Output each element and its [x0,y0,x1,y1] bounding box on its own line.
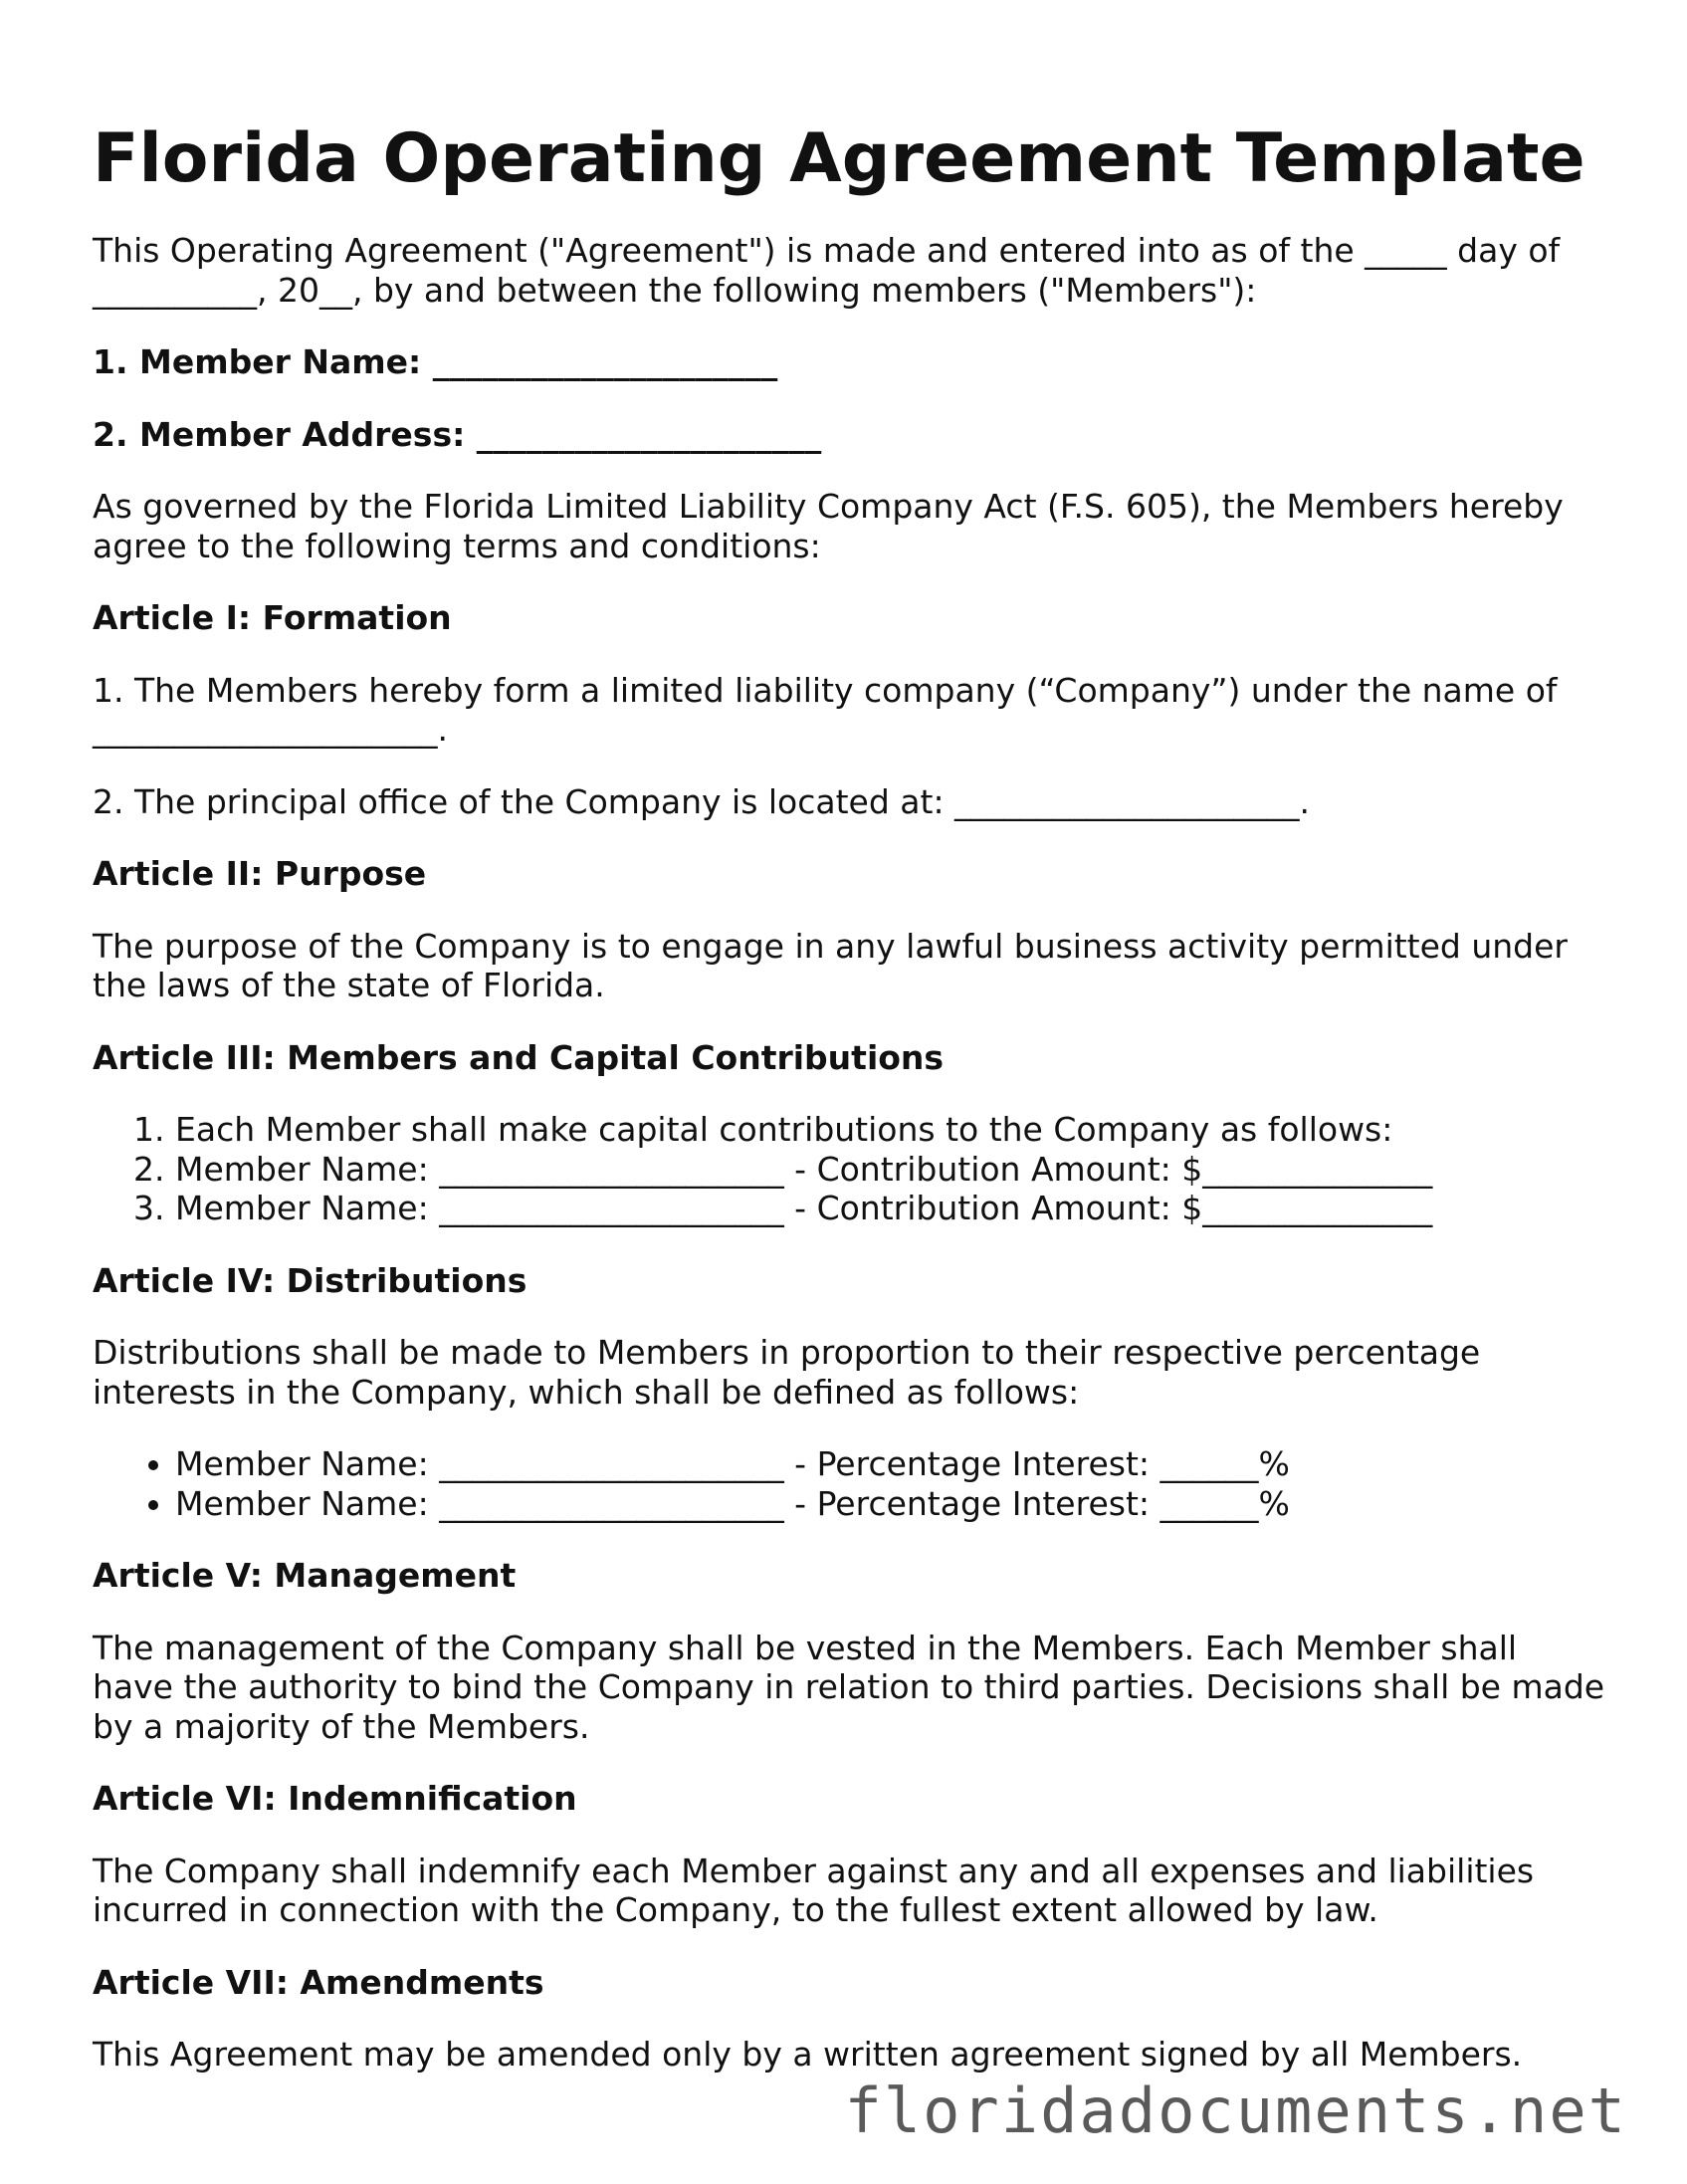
interest-list [93,1444,1605,1523]
list-item: 2. Member Name: _____________________ - Contribution Amount: $______________ [175,1150,1605,1190]
article-2-heading: Article II: Purpose [93,854,427,893]
member-address-line: 2. Member Address: _____________________ [93,414,822,454]
article-5-heading: Article V: Management [93,1556,517,1595]
governing-law-paragraph: As governed by the Florida Limited Liability Company Act (F.S. 605), the Members hereby agree to the following terms and conditions: [93,487,1564,565]
contribution-list [93,1110,1605,1228]
watermark: floridadocuments.net [844,2075,1627,2147]
intro-paragraph: This Operating Agreement ("Agreement") is made and entered into as of the _____ day of __________, 20__, by and between the following members ("Members"): [93,231,1561,310]
list-item: • Member Name: _____________________ - Percentage Interest: ______% [175,1444,1605,1484]
article-4-text: Distributions shall be made to Members in proportion to their respective percentage interests in the Company, which shall be defined as follows: [93,1333,1481,1412]
article-4-heading: Article IV: Distributions [93,1260,527,1300]
article-3-heading: Article III: Members and Capital Contributions [93,1037,945,1077]
list-item: • Member Name: _____________________ - Percentage Interest: ______% [175,1484,1605,1524]
article-1-heading: Article I: Formation [93,598,452,637]
article-7-heading: Article VII: Amendments [93,1962,544,2002]
member-name-line: 1. Member Name: _____________________ [93,342,778,381]
article-2-text: The purpose of the Company is to engage in any lawful business activity permitted under the laws of the state of Florida. [93,926,1569,1004]
article-6-text: The Company shall indemnify each Member against any and all expenses and liabilities incurred in connection with the Company, to the fullest extent allowed by law. [93,1851,1535,1929]
article-7-text: This Agreement may be amended only by a written agreement signed by all Members. [93,2035,1523,2074]
article-1-item-2: 2. The principal office of the Company is located at: _____________________. [93,781,1311,821]
list-item: 3. Member Name: _____________________ - Contribution Amount: $______________ [175,1189,1605,1228]
list-item: 1. Each Member shall make capital contributions to the Company as follows: [175,1110,1605,1150]
page-title: Florida Operating Agreement Template [93,119,1585,198]
document-page [93,117,1605,2107]
article-6-heading: Article VI: Indemnification [93,1779,577,1818]
article-5-text: The management of the Company shall be vested in the Members. Each Member shall have the authority to bind the Company in relation to third parties. Decisions shall be made by a majority of the Members. [93,1628,1605,1746]
article-1-item-1: 1. The Members hereby form a limited liability company (“Company”) under the name of _____________________. [93,670,1558,749]
